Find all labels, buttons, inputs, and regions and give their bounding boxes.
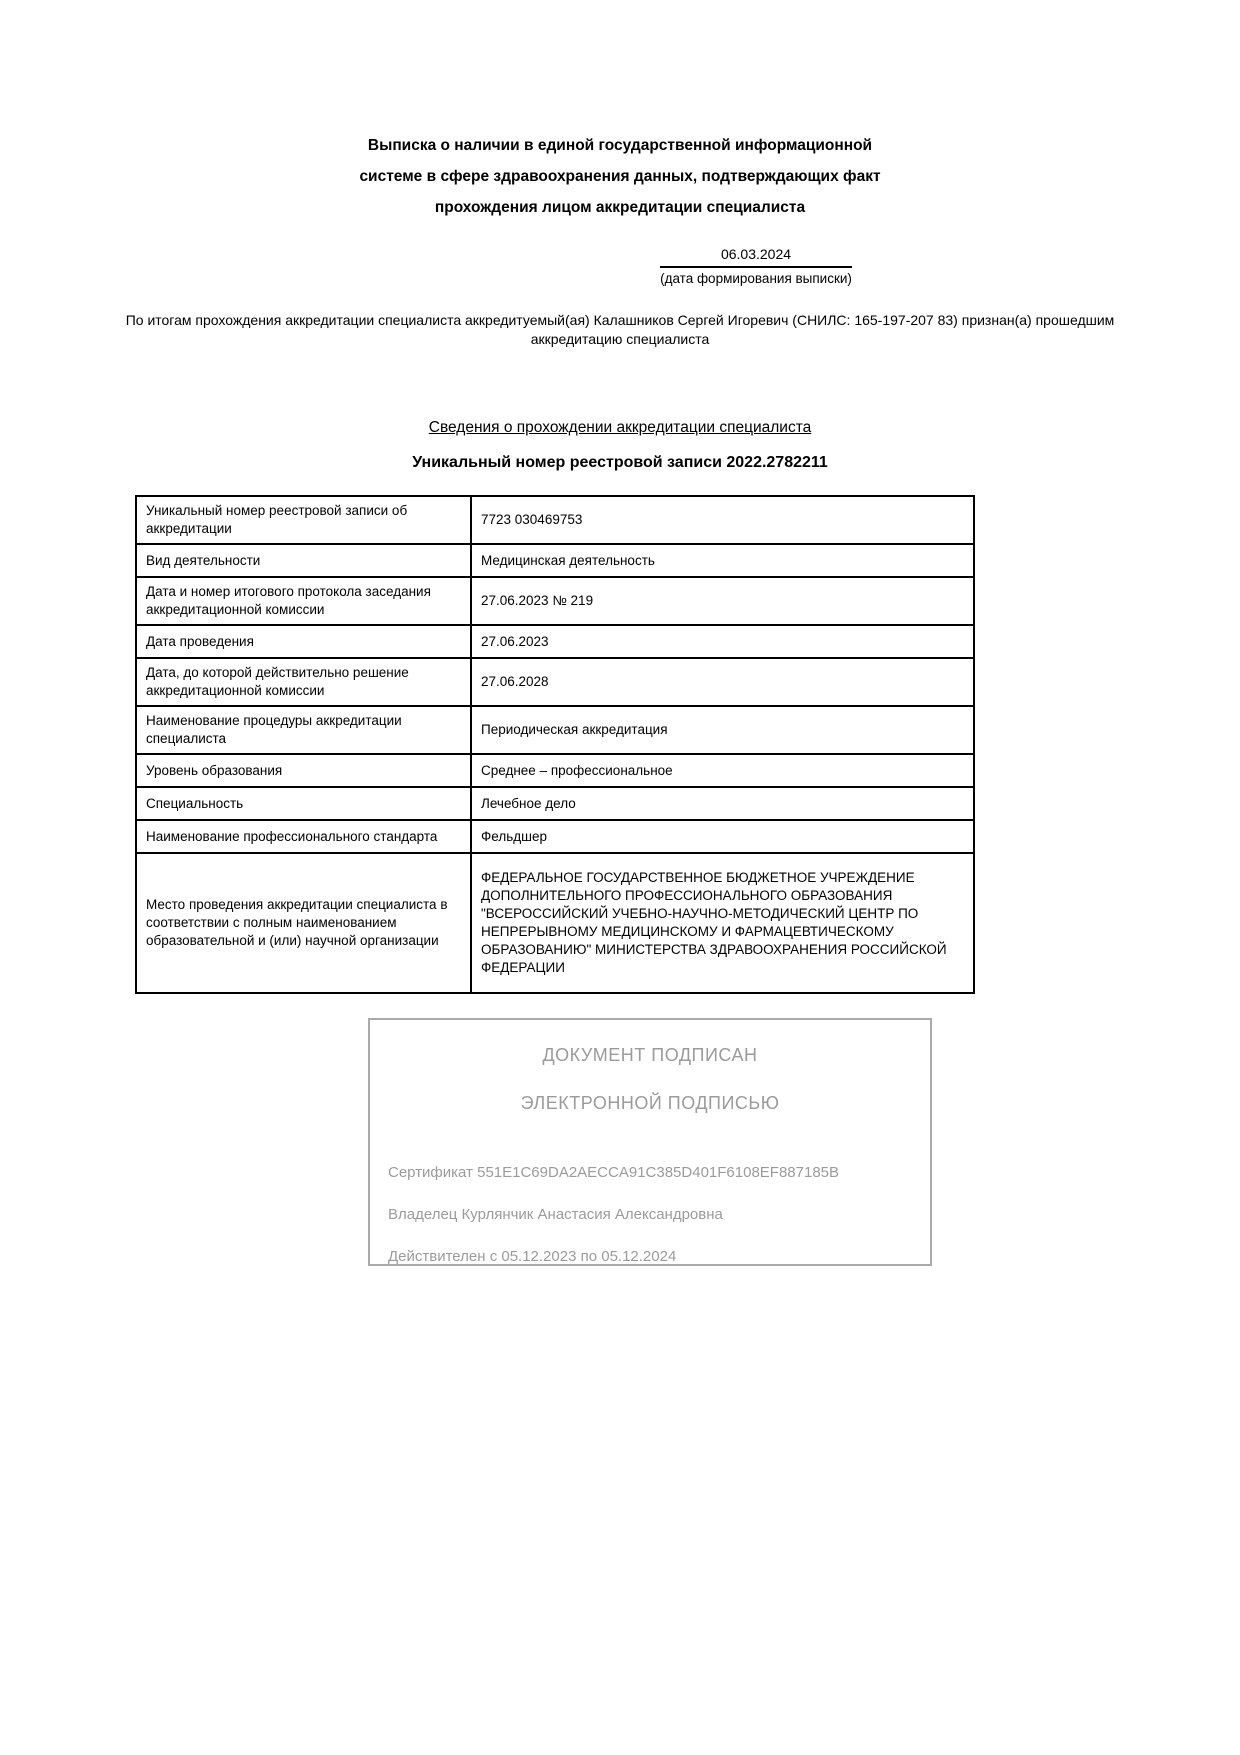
table-row — [136, 625, 974, 658]
signature-heading-line-2: ЭЛЕКТРОННОЙ ПОДПИСЬЮ — [520, 1093, 780, 1113]
row-value: 27.06.2023 — [471, 625, 974, 658]
row-label: Дата и номер итогового протокола заседания аккредитационной комиссии — [136, 577, 471, 625]
table-row — [136, 754, 974, 787]
row-label: Уровень образования — [136, 754, 471, 787]
issue-date-label: (дата формирования выписки) — [660, 271, 852, 286]
row-label: Дата проведения — [136, 625, 471, 658]
row-label: Специальность — [136, 787, 471, 820]
issue-date-block — [660, 246, 852, 286]
row-value: ФЕДЕРАЛЬНОЕ ГОСУДАРСТВЕННОЕ БЮДЖЕТНОЕ УЧРЕЖДЕНИЕ ДОПОЛНИТЕЛЬНОГО ПРОФЕССИОНАЛЬНОГО ОБРАЗОВАНИЯ "ВСЕРОССИЙСКИЙ УЧЕБНО-НАУЧНО-МЕТОДИЧЕСКИЙ ЦЕНТР ПО НЕПРЕРЫВНОМУ МЕДИЦИНСКОМУ И ФАРМАЦЕВТИЧЕСКОМУ ОБРАЗОВАНИЮ" МИНИСТЕРСТВА ЗДРАВООХРАНЕНИЯ РОССИЙСКОЙ ФЕДЕРАЦИИ — [471, 853, 974, 993]
row-label: Уникальный номер реестровой записи об аккредитации — [136, 496, 471, 544]
table-row — [136, 544, 974, 577]
document-title — [0, 130, 1240, 223]
row-label: Место проведения аккредитации специалиста в соответствии с полным наименованием образовательной и (или) научной организации — [136, 853, 471, 993]
row-value: Периодическая аккредитация — [471, 706, 974, 754]
signature-heading-line-1: ДОКУМЕНТ ПОДПИСАН — [542, 1045, 758, 1065]
row-value: 27.06.2028 — [471, 658, 974, 706]
row-value: Среднее – профессиональное — [471, 754, 974, 787]
row-label: Наименование процедуры аккредитации специалиста — [136, 706, 471, 754]
table-row — [136, 496, 974, 544]
table-row — [136, 577, 974, 625]
signature-certificate: Сертификат 551E1C69DA2AECCA91C385D401F6108EF887185B — [388, 1164, 840, 1181]
table-row — [136, 658, 974, 706]
row-value: 7723 030469753 — [471, 496, 974, 544]
signature-owner: Владелец Курлянчик Анастасия Александровна — [388, 1206, 723, 1223]
document-title-line-1: Выписка о наличии в единой государственной информационной — [367, 137, 873, 154]
signature-validity: Действителен с 05.12.2023 по 05.12.2024 — [388, 1248, 677, 1265]
table-row — [136, 787, 974, 820]
section-heading: Сведения о прохождении аккредитации специалиста — [428, 419, 812, 436]
accreditation-table — [135, 495, 975, 994]
issue-date: 06.03.2024 — [660, 246, 852, 268]
document-title-line-2: системе в сфере здравоохранения данных, подтверждающих факт — [359, 168, 881, 185]
row-label: Вид деятельности — [136, 544, 471, 577]
intro-paragraph: По итогам прохождения аккредитации специалиста аккредитуемый(ая) Калашников Сергей Игоревич (СНИЛС: 165-197-207 83) признан(а) прошедшим аккредитацию специалиста — [125, 312, 1115, 347]
row-value: Фельдшер — [471, 820, 974, 853]
row-label: Наименование профессионального стандарта — [136, 820, 471, 853]
signature-details — [388, 1164, 912, 1265]
row-value: Медицинская деятельность — [471, 544, 974, 577]
table-row — [136, 853, 974, 993]
table-row — [136, 706, 974, 754]
document-title-line-3: прохождения лицом аккредитации специалиста — [434, 199, 806, 216]
table-row — [136, 820, 974, 853]
row-label: Дата, до которой действительно решение аккредитационной комиссии — [136, 658, 471, 706]
row-value: 27.06.2023 № 219 — [471, 577, 974, 625]
signature-box — [368, 1018, 932, 1266]
registry-number-heading: Уникальный номер реестровой записи 2022.2782211 — [412, 454, 828, 471]
row-value: Лечебное дело — [471, 787, 974, 820]
